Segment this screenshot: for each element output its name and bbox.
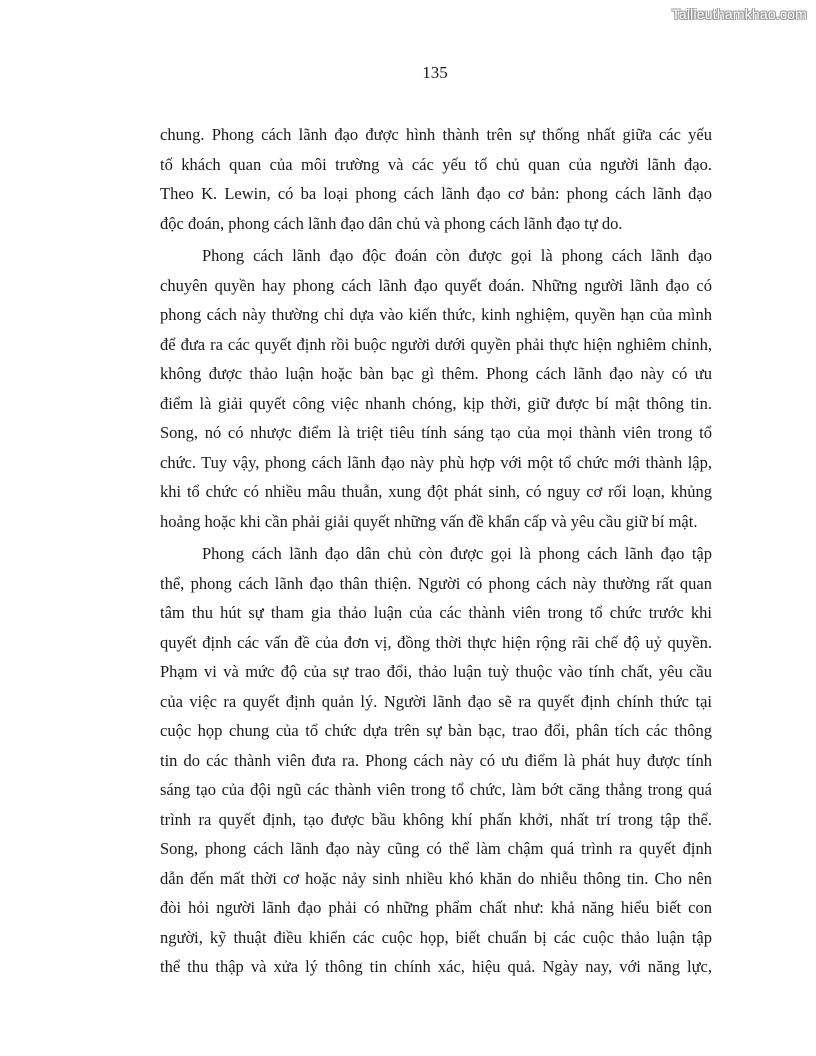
text-line: Song, nó có nhược điểm là triệt tiêu tính sáng tạo của mọi thành viên trong tổ [160,423,712,442]
text-line: để đưa ra các quyết định rồi buộc người dưới quyền phải thực hiện nghiêm chỉnh, [160,334,712,354]
text-line: người, kỹ thuật điều khiển các cuộc họp, biết chuẩn bị các cuộc thảo luận tập [160,927,712,947]
text-line: tin do các thành viên đưa ra. Phong cách này có ưu điểm là phát huy được tính [160,750,712,770]
text-line: cuộc họp chung của tổ chức dựa trên sự bàn bạc, trao đổi, phân tích các thông [160,721,712,740]
text-line: đòi hỏi người lãnh đạo phải có những phẩm chất như: khả năng hiểu biết con [160,898,712,917]
text-line: Phong cách lãnh đạo dân chủ còn được gọi là phong cách lãnh đạo tập [202,544,712,563]
text-line: trình ra quyết định, tạo được bầu không khí phấn khởi, nhất trí trong tập thể. [160,809,712,829]
watermark: Tailieuthamkhao.com [671,6,807,22]
text-line: của việc ra quyết định quản lý. Người lãnh đạo sẽ ra quyết định chính thức tại [160,691,712,711]
text-line: thể, phong cách lãnh đạo thân thiện. Người có phong cách này thường rất quan [160,573,712,593]
text-line: tố khách quan của môi trường và các yếu tố chủ quan của người lãnh đạo. [160,154,712,174]
text-line: Phong cách lãnh đạo độc đoán còn được gọi là phong cách lãnh đạo [202,246,712,265]
text-line: chuyên quyền hay phong cách lãnh đạo quyết đoán. Những người lãnh đạo có [160,275,712,295]
paragraph [160,120,712,238]
paragraph [160,539,712,982]
body-text [160,120,712,982]
text-line: quyết định các vấn đề của đơn vị, đồng thời thực hiện rộng rãi chế độ uỷ quyền. [160,632,712,652]
text-line: sáng tạo của đội ngũ các thành viên trong tổ chức, làm bớt căng thẳng trong quá [160,780,712,799]
text-line: chung. Phong cách lãnh đạo được hình thành trên sự thống nhất giữa các yếu [160,125,712,144]
text-line: tâm thu hút sự tham gia thảo luận của các thành viên trong tổ chức trước khi [160,603,712,622]
text-line: Theo K. Lewin, có ba loại phong cách lãnh đạo cơ bản: phong cách lãnh đạo [160,184,712,203]
text-line: độc đoán, phong cách lãnh đạo dân chủ và phong cách lãnh đạo tự do. [160,213,623,233]
text-line: khi tổ chức có nhiều mâu thuẫn, xung đột phát sinh, có nguy cơ rối loạn, khủng [160,482,712,501]
text-line: chức. Tuy vậy, phong cách lãnh đạo này phù hợp với một tổ chức mới thành lập, [160,452,712,472]
text-line: Phạm vi và mức độ của sự trao đổi, thảo luận tuỳ thuộc vào tính chất, yêu cầu [160,662,712,681]
text-line: phong cách này thường chỉ dựa vào kiến thức, kinh nghiệm, quyền hạn của mình [160,305,712,324]
page-number: 135 [422,63,448,82]
text-line: hoảng hoặc khi cần phải giải quyết những vấn đề khẩn cấp và yêu cầu giữ bí mật. [160,511,698,531]
text-line: dẫn đến mất thời cơ hoặc nảy sinh nhiều khó khăn do nhiễu thông tin. Cho nên [160,868,712,888]
text-line: điểm là giải quyết công việc nhanh chóng, kịp thời, giữ được bí mật thông tin. [160,393,712,413]
text-line: không được thảo luận hoặc bàn bạc gì thêm. Phong cách lãnh đạo này có ưu [160,364,712,383]
text-line: Song, phong cách lãnh đạo này cũng có thể làm chậm quá trình ra quyết định [160,839,712,858]
paragraph [160,241,712,536]
text-line: thể thu thập và xửa lý thông tin chính xác, hiệu quả. Ngày nay, với năng lực, [160,957,712,976]
